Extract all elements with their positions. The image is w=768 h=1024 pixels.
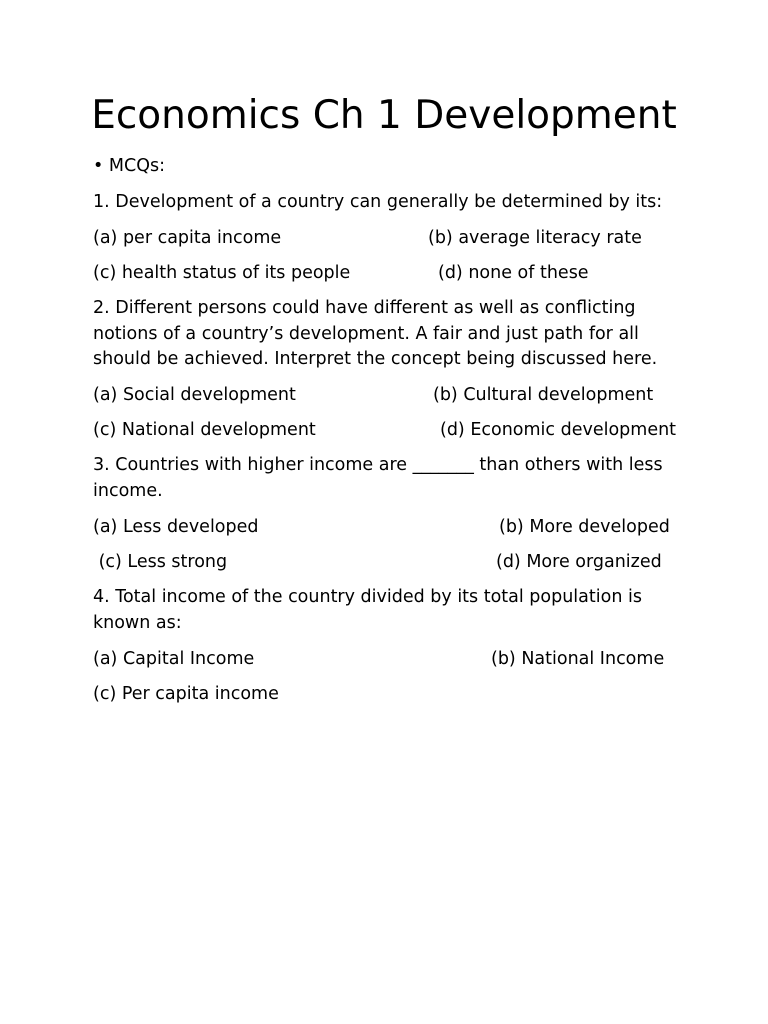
question-2-option-a: (a) Social development (93, 385, 296, 405)
document-title: Economics Ch 1 Development (91, 93, 677, 138)
question-1-text: 1. Development of a country can generally be determined by its: (93, 192, 663, 212)
question-4-text: 4. Total income of the country divided by its total population is known as: (93, 587, 642, 633)
question-3-option-c: (c) Less strong (93, 552, 228, 572)
question-4-option-b: (b) National Income (491, 649, 665, 669)
question-1-option-b: (b) average literacy rate (428, 228, 642, 248)
question-1-option-d: (d) none of these (438, 263, 589, 283)
question-3-option-a: (a) Less developed (93, 517, 259, 537)
question-1-option-a: (a) per capita income (93, 228, 282, 248)
question-3-option-b: (b) More developed (499, 517, 670, 537)
question-2-text: 2. Different persons could have different as well as conflicting notions of a country’s development. A fair and just path for all should be achieved. Interpret the concept being discussed here. (93, 298, 658, 369)
mcq-section-label: • MCQs: (93, 156, 165, 176)
question-2-option-c: (c) National development (93, 420, 316, 440)
question-1-option-c: (c) health status of its people (93, 263, 351, 283)
question-4-option-c: (c) Per capita income (93, 684, 279, 704)
question-2-option-b: (b) Cultural development (433, 385, 654, 405)
question-4-option-a: (a) Capital Income (93, 649, 255, 669)
question-3-text: 3. Countries with higher income are _______ than others with less income. (93, 455, 663, 501)
question-2-option-d: (d) Economic development (440, 420, 677, 440)
question-3-option-d: (d) More organized (496, 552, 662, 572)
